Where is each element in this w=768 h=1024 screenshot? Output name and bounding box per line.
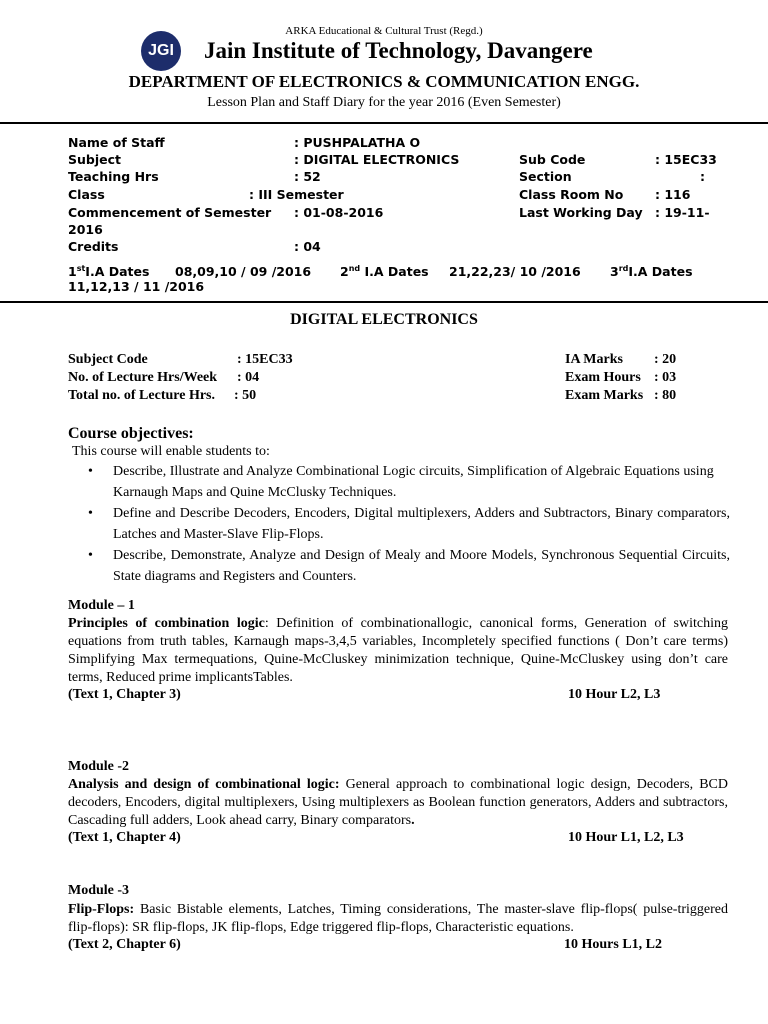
module-3-title: Module -3 xyxy=(68,883,130,898)
class-label: Class xyxy=(68,187,105,202)
objective-text: Define and Describe Decoders, Encoders, Digital multiplexers, Adders and Subtractors, Binary comparators, Latches and Master-Slave Flip-Flops. xyxy=(113,506,730,542)
last-working-day-value: : 19-11- xyxy=(655,205,710,220)
module-1-title: Module – 1 xyxy=(68,598,135,613)
ia1-suffix: st xyxy=(76,263,86,273)
module-3-hours: 10 Hours L1, L2 xyxy=(564,937,663,952)
module-2-end: . xyxy=(411,813,415,828)
bullet-icon: • xyxy=(88,464,93,479)
module-2-text: General approach to combinational logic design, Decoders, BCD decoders, Encoders, digital multiplexers, Using multiplexers as Boolean function generators, Adders and subtractors, Cascading full adders, Look ahead carry, Binary comparators xyxy=(68,777,728,828)
subject-code-label: Subject Code xyxy=(68,352,148,367)
sub-code-label: Sub Code xyxy=(519,152,586,167)
module-3-topic: Flip-Flops: xyxy=(68,902,135,917)
module-3-text: Basic Bistable elements, Latches, Timing considerations, The master-slave flip-flops( pulse-triggered flip-flops): SR flip-flops, JK flip-flops, Edge triggered flip-flops, Characteristic equations. xyxy=(68,902,728,935)
lecture-hrs-week-label: No. of Lecture Hrs/Week xyxy=(68,370,218,385)
ia3-number: 3 xyxy=(610,264,619,279)
objective-item xyxy=(68,545,730,587)
module-1-topic: Principles of combination logic xyxy=(68,616,265,631)
objective-text: Describe, Illustrate and Analyze Combinational Logic circuits, Simplification of Algebraic Equations using Karnaugh Maps and Quine McClusky Techniques. xyxy=(113,464,714,500)
trust-name: ARKA Educational & Cultural Trust (Regd.) xyxy=(285,25,483,37)
header-divider xyxy=(0,122,768,124)
ia3-label: I.A Dates xyxy=(628,264,693,279)
sub-code-value: : 15EC33 xyxy=(655,152,717,167)
module-2-title: Module -2 xyxy=(68,759,130,774)
module-1-hours: 10 Hour L2, L3 xyxy=(568,687,661,702)
institute-logo: JGI xyxy=(141,31,181,71)
ia1-label: I.A Dates xyxy=(85,264,150,279)
subject-label: Subject xyxy=(68,152,121,167)
objectives-list xyxy=(68,461,730,587)
exam-hours-label: Exam Hours xyxy=(565,370,641,385)
ia2-dates xyxy=(340,264,429,279)
staff-name-value: : PUSHPALATHA O xyxy=(294,135,421,150)
teaching-hrs-label: Teaching Hrs xyxy=(68,169,159,184)
section-label: Section xyxy=(519,169,572,184)
staff-info-divider xyxy=(0,301,768,303)
ia2-suffix: nd xyxy=(348,263,361,273)
ia-marks-label: IA Marks xyxy=(565,352,623,367)
commencement-year-wrap: 2016 xyxy=(68,222,103,237)
ia2-number: 2 xyxy=(340,264,349,279)
ia3-suffix: rd xyxy=(618,263,629,273)
ia2-value: 21,22,23/ 10 /2016 xyxy=(449,264,581,279)
ia1-dates xyxy=(68,264,149,279)
credits-value: : 04 xyxy=(294,239,321,254)
teaching-hrs-value: : 52 xyxy=(294,169,321,184)
course-title: DIGITAL ELECTRONICS xyxy=(290,311,478,328)
subject-value: : DIGITAL ELECTRONICS xyxy=(294,152,460,167)
ia3-value: 11,12,13 / 11 /2016 xyxy=(68,279,205,294)
objectives-heading: Course objectives: xyxy=(68,425,194,442)
lecture-hrs-week-value: : 04 xyxy=(237,370,260,385)
total-lecture-hrs-label: Total no. of Lecture Hrs. xyxy=(68,388,215,403)
module-3-reference: (Text 2, Chapter 6) xyxy=(68,937,181,952)
class-room-value: : 116 xyxy=(655,187,691,202)
module-1-text: : Definition of combinationallogic, canonical forms, Generation of switching equations from truth tables, Karnaugh maps-3,4,5 variables, Incompletely specified functions ( Don’t care terms) Simplifying Max termequations, Quine-McCluskey minimization technique, Quine-McCluskey using don’t care terms, Reduced prime implicantsTables. xyxy=(68,616,728,685)
class-value: : III Semester xyxy=(249,187,344,202)
commencement-label: Commencement of Semester xyxy=(68,205,272,220)
class-room-label: Class Room No xyxy=(519,187,624,202)
exam-hours-value: : 03 xyxy=(654,370,677,385)
credits-label: Credits xyxy=(68,239,119,254)
institute-name: Jain Institute of Technology, Davangere xyxy=(204,38,593,63)
lesson-plan-caption: Lesson Plan and Staff Diary for the year 2016 (Even Semester) xyxy=(207,95,561,110)
section-value: : xyxy=(700,169,705,184)
module-2-description xyxy=(68,776,728,830)
department-name: DEPARTMENT OF ELECTRONICS & COMMUNICATION ENGG. xyxy=(128,72,640,91)
objective-text: Describe, Demonstrate, Analyze and Design of Mealy and Moore Models, Synchronous Sequential Circuits, State diagrams and Registers and Counters. xyxy=(113,548,730,584)
ia3-dates xyxy=(610,264,693,279)
module-3-description xyxy=(68,901,728,937)
module-2-topic: Analysis and design of combinational logic: xyxy=(68,777,340,792)
ia2-label: I.A Dates xyxy=(360,264,429,279)
objectives-intro: This course will enable students to: xyxy=(72,444,270,459)
exam-marks-label: Exam Marks xyxy=(565,388,644,403)
module-1-description xyxy=(68,615,728,687)
module-2-hours: 10 Hour L1, L2, L3 xyxy=(568,830,684,845)
ia1-value: 08,09,10 / 09 /2016 xyxy=(175,264,312,279)
commencement-value: : 01-08-2016 xyxy=(294,205,384,220)
exam-marks-value: : 80 xyxy=(654,388,677,403)
bullet-icon: • xyxy=(88,506,93,521)
subject-code-value: : 15EC33 xyxy=(237,352,293,367)
objective-item xyxy=(68,503,730,545)
staff-name-label: Name of Staff xyxy=(68,135,165,150)
ia-marks-value: : 20 xyxy=(654,352,677,367)
module-1-reference: (Text 1, Chapter 3) xyxy=(68,687,181,702)
ia1-number: 1 xyxy=(68,264,77,279)
bullet-icon: • xyxy=(88,548,93,563)
last-working-day-label: Last Working Day xyxy=(519,205,643,220)
total-lecture-hrs-value: : 50 xyxy=(234,388,257,403)
module-2-reference: (Text 1, Chapter 4) xyxy=(68,830,181,845)
objective-item xyxy=(68,461,730,503)
